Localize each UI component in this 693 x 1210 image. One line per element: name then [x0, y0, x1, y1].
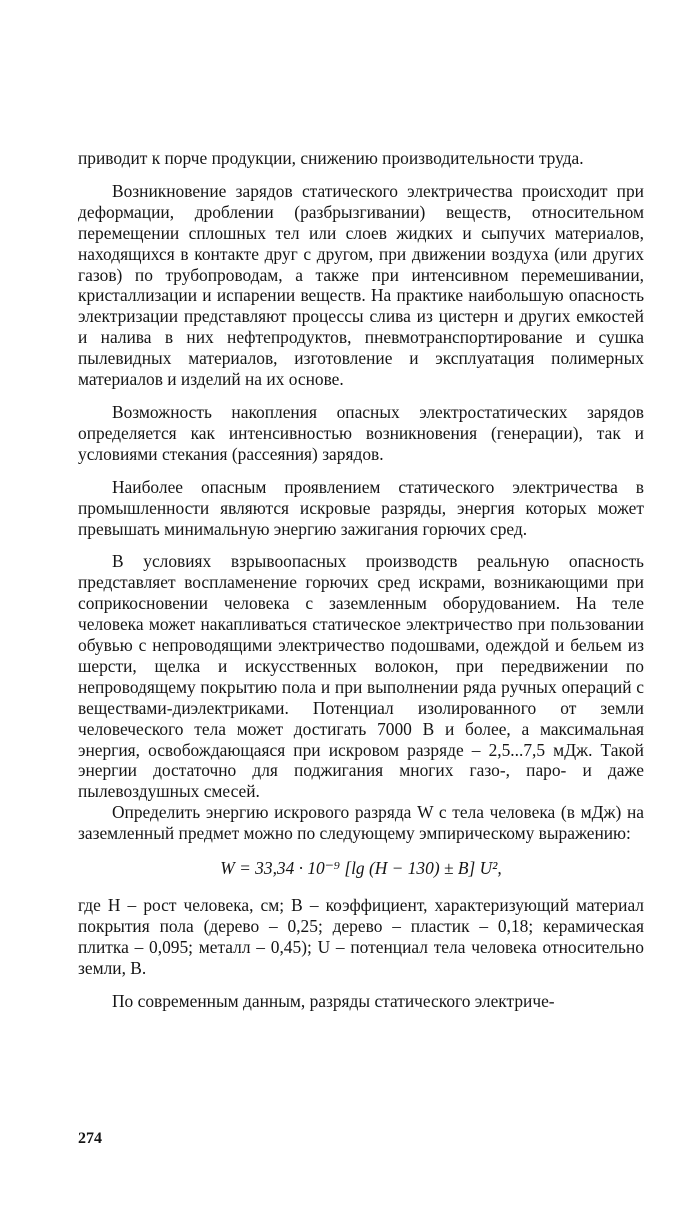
paragraph: где H – рост человека, см; B – коэффициент, характеризующий материал покрытия пола (дерево – 0,25; дерево – пластик – 0,18; керамическая плитка – 0,095; металл – 0,45); U – потенциал тела человека относительно земли, В. [78, 895, 644, 978]
paragraph: Возможность накопления опасных электростатических зарядов определяется как интенсивностью возникновения (генерации), так и условиями стекания (рассеяния) зарядов. [78, 401, 644, 464]
paragraph: Наиболее опасным проявлением статического электричества в промышленности являются искровые разряды, энергия которых может превышать минимальную энергию зажигания горючих сред. [78, 476, 644, 539]
energy-formula: W = 33,34 · 10⁻⁹ [lg (H − 130) ± B] U², [220, 858, 502, 879]
page-body [78, 148, 644, 1012]
paragraph: По современным данным, разряды статического электриче- [112, 990, 555, 1011]
paragraph: приводит к порче продукции, снижению производительности труда. [78, 148, 584, 168]
paragraph: Определить энергию искрового разряда W с тела человека (в мДж) на заземленный предмет можно по следующему эмпирическому выражению: [78, 802, 644, 844]
page-number: 274 [78, 1130, 102, 1147]
paragraph: В условиях взрывоопасных производств реальную опасность представляет воспламенение горючих сред искрами, возникающими при соприкосновении человека с заземленным оборудованием. На теле человека может накапливаться статическое электричество при пользовании обувью с непроводящими электричество подошвами, одеждой и бельем из шерсти, щелка и искусственных волокон, при передвижении по непроводящему покрытию пола и при выполнении ряда ручных операций с веществами-диэлектриками. Потенциал изолированного от земли человеческого тела может достигать 7000 В и более, а максимальная энергия, освобождающаяся при искровом разряде – 2,5...7,5 мДж. Такой энергии достаточно для поджигания многих газо-, паро- и даже пылевоздушных смесей. [78, 551, 644, 802]
paragraph: Возникновение зарядов статического электричества происходит при деформации, дроблении (разбрызгивании) веществ, относительном перемещении сплошных тел или слоев жидких и сыпучих материалов, находящихся в контакте друг с другом, при движении воздуха (или других газов) по трубопроводам, а также при интенсивном перемешивании, кристаллизации и испарении веществ. На практике наибольшую опасность электризации представляют процессы слива из цистерн и других емкостей и налива в них нефтепродуктов, пневмотранспортирование и сушка пылевидных материалов, изготовление и эксплуатация полимерных материалов и изделий на их основе. [78, 180, 644, 390]
